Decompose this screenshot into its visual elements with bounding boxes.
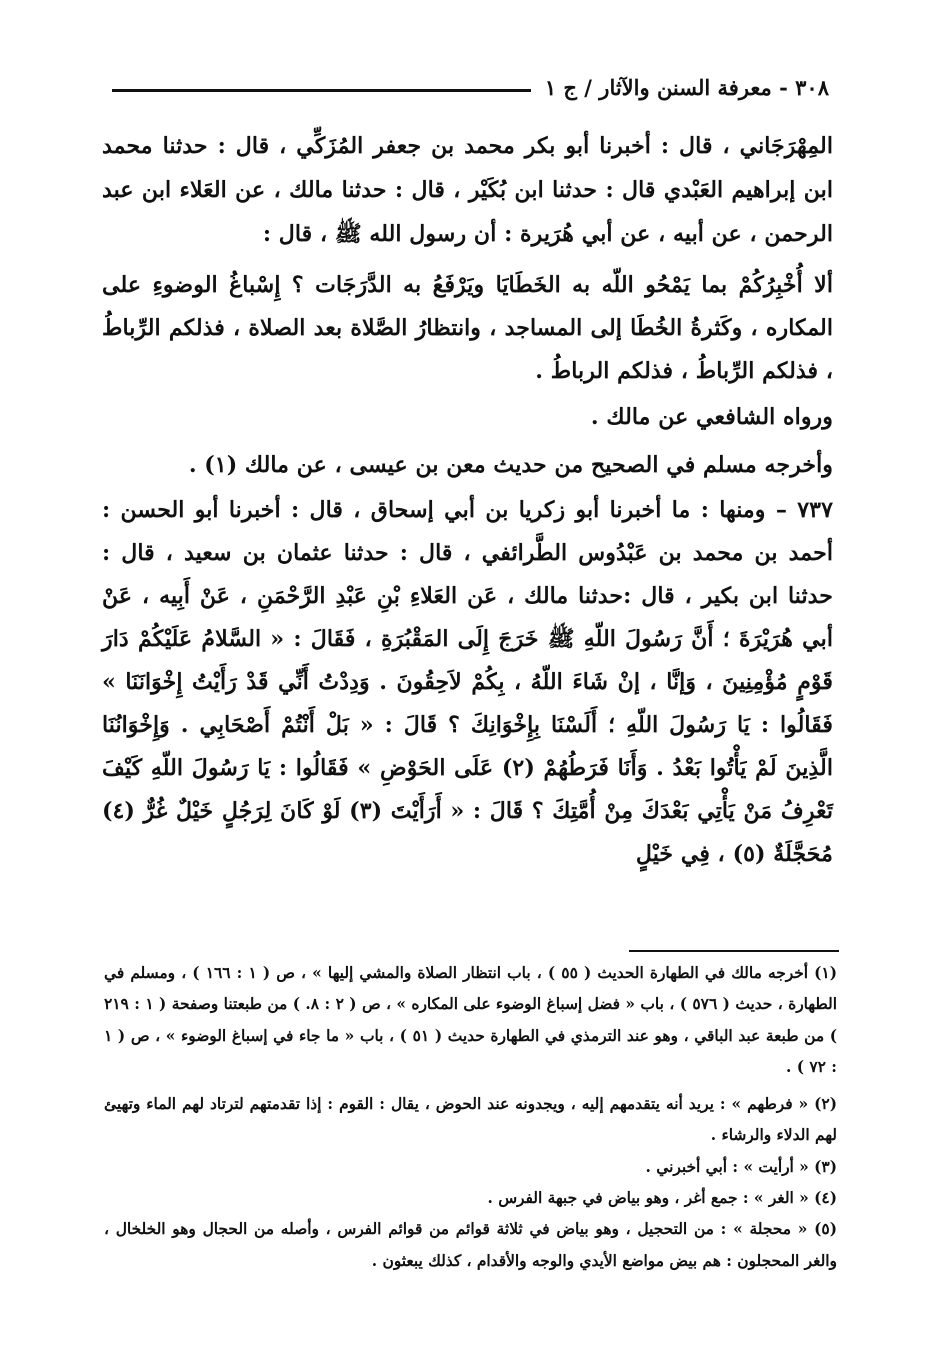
book-title: معرفة السنن والآثار [599, 74, 772, 100]
main-text [102, 124, 833, 876]
footnote-4: (٤) « الغر » : جمع أغر ، وهو بياض في جبهة الفرس . [487, 1189, 837, 1208]
running-header [112, 70, 829, 104]
footnote-1: (١) أخرجه مالك في الطهارة الحديث ( ٥٥ ) ، باب انتظار الصلاة والمشي إليها » ، ص ( ١ : ١٦٦ ) ، ومسلم في الطهارة ، حديث ( ٥٧٦ ) ، باب « فضل إسباغ الوضوء على المكاره » ، ص ( ٢ : ٨. ) من طبعتنا وصفحة ( ١ : ٢١٩ ) من طبعة عبد الباقي ، وهو عند الترمذي في الطهارة حديث ( ٥١ ) ، باب « ما جاء في إسباغ الوضوء » ، ص ( ١ : ٧٢ ) . [104, 964, 837, 1076]
hadith-737-paragraph: ٧٣٧ – ومنها : ما أخبرنا أبو زكريا بن أبي إسحاق ، قال : أخبرنا أبو الحسن : أحمد بن محمد بن عَبْدُوس الطَّرائفي ، قال : حدثنا عثمان بن سعيد ، قال : حدثنا ابن بكير ، قال :حدثنا مالك ، عَن العَلاءِ بْنِ عَبْدِ الرَّحْمَنِ ، عَنْ أَبِيه ، عَنْ أبي هُرَيْرَةَ ؛ أَنَّ رَسُولَ اللّهِ ﷺ خَرَجَ إِلَى المَقْبُرَةِ ، فَقَالَ : « السَّلامُ عَلَيْكُمْ دَارَ قَوْمٍ مُؤْمِنِينَ ، وَإنَّا ، إنْ شَاءَ اللّهُ ، بِكُمْ لاَحِقُونَ . وَدِدْتُ أَنِّي قَدْ رَأَيْتُ إِخْوَانَنَا » فَقَالُوا : يَا رَسُولَ اللّهِ ؛ أَلَسْنَا بِإِخْوَانِكَ ؟ قَالَ : « بَلْ أَنْتُمْ أَصْحَابِي . وَإِخْوَانُنَا الَّذِينَ لَمْ يَأْتُوا بَعْدُ . وَأَنَا فَرَطُهُمْ (٢) عَلَى الحَوْضِ » فَقَالُوا : يَا رَسُولَ اللّهِ كَيْفَ تَعْرِفُ مَنْ يَأْتِي بَعْدَكَ مِنْ أُمَّتِكَ ؟ قَالَ : « أَرَأَيْتَ (٣) لَوْ كَانَ لِرَجُلٍ خَيْلٌ غُرٌّ (٤) مُحَجَّلَةٌ (٥) ، فِي خَيْلٍ [102, 497, 834, 867]
footnote-3: (٣) « أرأيت » : أبي أخبرني . [645, 1157, 837, 1176]
hadith-isnad-paragraph: المِهْرَجَاني ، قال : أخبرنا أبو بكر محمد بن جعفر المُزَكِّي ، قال : حدثنا محمد ابن إبراهيم العَبْدي قال : حدثنا ابن بُكَيْر ، قال : حدثنا مالك ، عن العَلاء ابن عبد الرحمن ، عن أبيه ، عن أبي هُرَيرة : أن رسول الله ﷺ ، قال : [102, 133, 833, 247]
running-header-text [545, 75, 829, 100]
footnote-5: (٥) « محجلة » : من التحجيل ، وهو بياض في ثلاثة قوائم من قوائم الفرس ، وأصله من الحجال وهو الخلخال ، والغر المحجلون : هم بيض مواضع الأيدي والوجه والأقدام ، كذلك يبعثون . [104, 1220, 837, 1270]
header-slash: / [577, 74, 592, 100]
takhrij-paragraph: وأخرجه مسلم في الصحيح من حديث معن بن عيسى ، عن مالك (١) . [188, 452, 833, 478]
footnote-2: (٢) « فرطهم » : يريد أنه يتقدمهم إليه ، ويجدونه عند الحوض ، يقال : القوم : إذا تقدمتهم لترتاد لهم الماء وتهيئ لهم الدلاء والرشاء . [104, 1095, 837, 1145]
footnote-separator [629, 950, 839, 952]
header-rule [112, 89, 531, 92]
narration-note-paragraph: ورواه الشافعي عن مالك . [590, 404, 833, 430]
footnotes [104, 958, 837, 1277]
page-number: ٣٠٨ [795, 74, 829, 100]
header-dash: - [771, 74, 788, 100]
volume-label: ج ١ [544, 74, 577, 100]
hadith-matn-paragraph: ألا أُخْبِرُكُمْ بما يَمْحُو اللّه به الخَطَايَا ويَرْفَعُ به الدَّرَجَات ؟ إِسْباغُ الوضوءِ على المكاره ، وكَثرةُ الخُطَا إلى المساجد ، وانتظارُ الصَّلاة بعد الصلاة ، فذلكم الرِّباطُ ، فذلكم الرِّباطُ ، فذلكم الرباطُ . [102, 272, 833, 384]
